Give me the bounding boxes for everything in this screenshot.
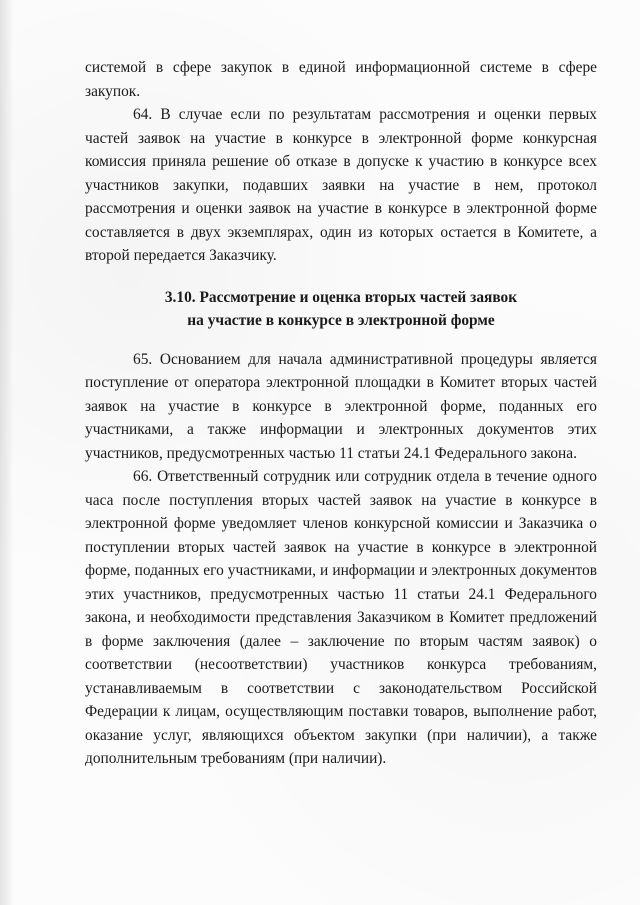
paragraph-65: 65. Основанием для начала административной процедуры является поступление от оператора электронной площадки в Комитет вторых частей заявок на участие в конкурсе в электронной форме, поданных его участниками, а также информации и электронных документов этих участников, предусмотренных частью 11 статьи 24.1 Федерального закона. xyxy=(85,350,597,462)
paragraph-continuation: системой в сфере закупок в единой информационной системе в сфере закупок. xyxy=(85,59,597,100)
section-heading-line-1: 3.10. Рассмотрение и оценка вторых частей заявок xyxy=(164,288,518,306)
section-heading-line-2: на участие в конкурсе в электронной форме xyxy=(187,312,495,329)
paragraph-66: 66. Ответственный сотрудник или сотрудник отдела в течение одного часа после поступления вторых частей заявок на участие в конкурсе в электронной форме уведомляет членов конкурсной комиссии и Заказчика о поступлении вторых частей заявок на участие в конкурсе в электронной форме, поданных его участниками, и информации и электронных документов этих участников, предусмотренных частью 11 статьи 24.1 Федерального закона, и необходимости представления Заказчиком в Комитет предложений в форме заключения (далее – заключение по вторым частям заявок) о соответствии (несоответствии) участников конкурса требованиям, устанавливаемым в соответствии с законодательством Российской Федерации к лицам, осуществляющим поставки товаров, выполнение работ, оказание услуг, являющихся объектом закупки (при наличии), а также дополнительным требованиям (при наличии). xyxy=(85,468,597,767)
document-body xyxy=(85,56,597,771)
scan-edge-shadow xyxy=(0,0,14,905)
paragraph-64: 64. В случае если по результатам рассмотрения и оценки первых частей заявок на участие в конкурсе в электронной форме конкурсная комиссия приняла решение об отказе в допуске к участию в конкурсе всех участников закупки, подавших заявки на участие в нем, протокол рассмотрения и оценки заявок на участие в конкурсе в электронной форме составляется в двух экземплярах, один из которых остается в Комитете, а второй передается Заказчику. xyxy=(85,106,597,264)
section-heading-3-10 xyxy=(85,286,597,333)
